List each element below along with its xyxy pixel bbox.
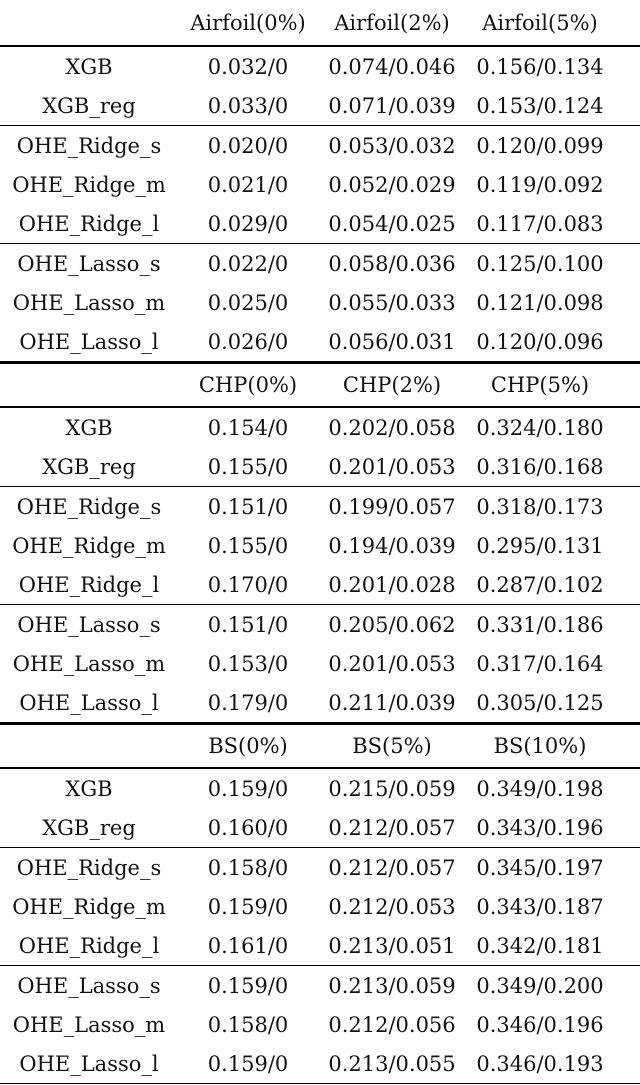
value-cell: 0.153/0.124 [476, 93, 604, 118]
value-cell: 0.194/0.039 [328, 533, 456, 558]
value-cell: 0.155/0 [207, 454, 289, 479]
value-cell: 0.212/0.053 [328, 894, 456, 919]
value-cell: 0.212/0.057 [328, 855, 456, 880]
value-cell: 0.156/0.134 [476, 54, 604, 79]
model-name-cell: OHE_Lasso_m [12, 651, 166, 676]
value-cell: 0.318/0.173 [476, 494, 604, 519]
value-cell: 0.159/0 [207, 894, 289, 919]
table-section [0, 361, 640, 722]
row-group [0, 46, 640, 125]
value-cell: 0.346/0.193 [476, 1051, 604, 1076]
table-section [0, 722, 640, 1084]
table-row [0, 887, 640, 926]
table-row [0, 808, 640, 847]
model-name-cell: OHE_Ridge_m [12, 894, 166, 919]
value-cell: 0.055/0.033 [328, 290, 456, 315]
value-cell: 0.212/0.057 [328, 815, 456, 840]
value-cell: 0.343/0.196 [476, 815, 604, 840]
table-row [0, 126, 640, 165]
table-row [0, 605, 640, 644]
value-cell: 0.212/0.056 [328, 1012, 456, 1037]
model-name-cell: OHE_Ridge_s [16, 133, 162, 158]
table-row [0, 165, 640, 204]
table-row [0, 487, 640, 526]
column-header: BS(5%) [352, 734, 432, 758]
value-cell: 0.052/0.029 [328, 172, 456, 197]
value-cell: 0.213/0.059 [328, 973, 456, 998]
value-cell: 0.151/0 [207, 494, 289, 519]
row-group [0, 486, 640, 604]
value-cell: 0.054/0.025 [328, 211, 456, 236]
column-header: CHP(2%) [342, 373, 442, 397]
value-cell: 0.119/0.092 [476, 172, 604, 197]
value-cell: 0.025/0 [207, 290, 289, 315]
table-row [0, 47, 640, 86]
model-name-cell: OHE_Lasso_l [19, 1051, 159, 1076]
column-header-row [0, 361, 640, 407]
table-row [0, 1005, 640, 1044]
table-row [0, 322, 640, 361]
table-row [0, 769, 640, 808]
value-cell: 0.345/0.197 [476, 855, 604, 880]
row-group [0, 847, 640, 965]
value-cell: 0.120/0.099 [476, 133, 604, 158]
value-cell: 0.349/0.200 [476, 973, 604, 998]
value-cell: 0.202/0.058 [328, 415, 456, 440]
column-header-row [0, 0, 640, 46]
value-cell: 0.211/0.039 [328, 690, 456, 715]
value-cell: 0.343/0.187 [476, 894, 604, 919]
model-name-cell: OHE_Lasso_l [19, 690, 159, 715]
value-cell: 0.029/0 [207, 211, 289, 236]
column-header: BS(10%) [493, 734, 587, 758]
row-group [0, 965, 640, 1083]
table-row [0, 86, 640, 125]
value-cell: 0.155/0 [207, 533, 289, 558]
model-name-cell: XGB [65, 415, 113, 440]
value-cell: 0.053/0.032 [328, 133, 456, 158]
value-cell: 0.159/0 [207, 1051, 289, 1076]
table-row [0, 447, 640, 486]
value-cell: 0.159/0 [207, 973, 289, 998]
model-name-cell: OHE_Lasso_s [17, 612, 161, 637]
model-name-cell: OHE_Lasso_s [17, 973, 161, 998]
value-cell: 0.342/0.181 [476, 933, 604, 958]
model-name-cell: OHE_Lasso_s [17, 251, 161, 276]
value-cell: 0.213/0.051 [328, 933, 456, 958]
value-cell: 0.032/0 [207, 54, 289, 79]
value-cell: 0.317/0.164 [476, 651, 604, 676]
table-row [0, 526, 640, 565]
value-cell: 0.125/0.100 [476, 251, 604, 276]
value-cell: 0.154/0 [207, 415, 289, 440]
row-group [0, 768, 640, 847]
column-header: Airfoil(5%) [482, 10, 598, 35]
row-group [0, 243, 640, 361]
value-cell: 0.305/0.125 [476, 690, 604, 715]
value-cell: 0.117/0.083 [476, 211, 604, 236]
column-header: Airfoil(0%) [190, 10, 306, 35]
table-row [0, 565, 640, 604]
value-cell: 0.020/0 [207, 133, 289, 158]
column-header: CHP(5%) [490, 373, 590, 397]
model-name-cell: OHE_Lasso_l [19, 329, 159, 354]
model-name-cell: OHE_Ridge_m [12, 172, 166, 197]
value-cell: 0.158/0 [207, 855, 289, 880]
value-cell: 0.033/0 [207, 93, 289, 118]
model-name-cell: OHE_Ridge_l [18, 211, 160, 236]
value-cell: 0.071/0.039 [328, 93, 456, 118]
value-cell: 0.287/0.102 [476, 572, 604, 597]
value-cell: 0.331/0.186 [476, 612, 604, 637]
value-cell: 0.161/0 [207, 933, 289, 958]
table-section [0, 0, 640, 361]
value-cell: 0.158/0 [207, 1012, 289, 1037]
model-name-cell: XGB [65, 776, 113, 801]
model-name-cell: OHE_Lasso_m [12, 1012, 166, 1037]
value-cell: 0.026/0 [207, 329, 289, 354]
value-cell: 0.160/0 [207, 815, 289, 840]
table-row [0, 283, 640, 322]
value-cell: 0.201/0.028 [328, 572, 456, 597]
table-row [0, 848, 640, 887]
value-cell: 0.153/0 [207, 651, 289, 676]
model-name-cell: XGB_reg [42, 454, 136, 479]
table-row [0, 644, 640, 683]
model-name-cell: XGB_reg [42, 93, 136, 118]
value-cell: 0.201/0.053 [328, 651, 456, 676]
table-row [0, 408, 640, 447]
value-cell: 0.058/0.036 [328, 251, 456, 276]
value-cell: 0.074/0.046 [328, 54, 456, 79]
model-name-cell: OHE_Ridge_l [18, 572, 160, 597]
value-cell: 0.159/0 [207, 776, 289, 801]
model-name-cell: OHE_Ridge_s [16, 855, 162, 880]
table-row [0, 966, 640, 1005]
model-name-cell: XGB [65, 54, 113, 79]
model-name-cell: OHE_Lasso_m [12, 290, 166, 315]
column-header-row [0, 722, 640, 768]
model-name-cell: OHE_Ridge_m [12, 533, 166, 558]
model-name-cell: OHE_Ridge_l [18, 933, 160, 958]
value-cell: 0.316/0.168 [476, 454, 604, 479]
table-row [0, 1044, 640, 1083]
column-header: BS(0%) [208, 734, 288, 758]
value-cell: 0.215/0.059 [328, 776, 456, 801]
value-cell: 0.056/0.031 [328, 329, 456, 354]
model-name-cell: XGB_reg [42, 815, 136, 840]
value-cell: 0.349/0.198 [476, 776, 604, 801]
table-row [0, 204, 640, 243]
value-cell: 0.199/0.057 [328, 494, 456, 519]
table-row [0, 926, 640, 965]
value-cell: 0.346/0.196 [476, 1012, 604, 1037]
value-cell: 0.151/0 [207, 612, 289, 637]
value-cell: 0.205/0.062 [328, 612, 456, 637]
value-cell: 0.324/0.180 [476, 415, 604, 440]
row-group [0, 604, 640, 722]
value-cell: 0.021/0 [207, 172, 289, 197]
table-row [0, 244, 640, 283]
table-row [0, 683, 640, 722]
column-header: CHP(0%) [198, 373, 298, 397]
column-header: Airfoil(2%) [334, 10, 450, 35]
value-cell: 0.121/0.098 [476, 290, 604, 315]
value-cell: 0.201/0.053 [328, 454, 456, 479]
value-cell: 0.179/0 [207, 690, 289, 715]
value-cell: 0.295/0.131 [476, 533, 604, 558]
model-name-cell: OHE_Ridge_s [16, 494, 162, 519]
value-cell: 0.022/0 [207, 251, 289, 276]
row-group [0, 125, 640, 243]
row-group [0, 407, 640, 486]
value-cell: 0.213/0.055 [328, 1051, 456, 1076]
value-cell: 0.120/0.096 [476, 329, 604, 354]
value-cell: 0.170/0 [207, 572, 289, 597]
